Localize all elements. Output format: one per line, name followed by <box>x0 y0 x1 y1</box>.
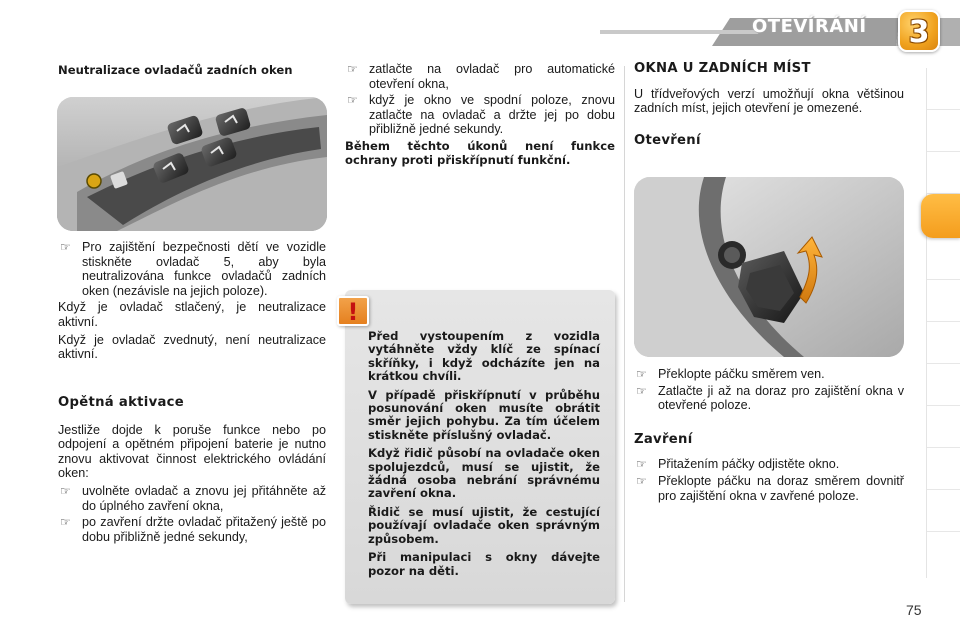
warning-icon: ! <box>337 296 369 326</box>
rear-windows-heading: OKNA U ZADNÍCH MÍST <box>634 61 811 76</box>
opening-heading: Otevření <box>634 132 701 148</box>
chapter-tab[interactable] <box>927 238 960 280</box>
chapter-tab[interactable] <box>927 68 960 110</box>
neutralization-active-text: Když je ovladač stlačený, je neutralizace aktivní. <box>58 300 326 329</box>
chapter-tab[interactable] <box>927 280 960 322</box>
bullet-arrow-icon: ☞ <box>347 93 358 108</box>
middle-text-block <box>345 62 615 167</box>
warning-text <box>368 330 600 583</box>
warning-paragraph: Řidič se musí ujistit, že cestující používají ovladače oken správným způsobem. <box>368 504 600 546</box>
chapter-number-badge <box>898 10 940 52</box>
left-text-block <box>58 240 326 365</box>
bullet-item: ☞ když je okno ve spodní poloze, znovu zatlačte na ovladač a držte jej po dobu přibližně jedné sekundy. <box>347 93 615 137</box>
bullet-item: ☞ Pro zajištění bezpečnosti dětí ve vozidle stiskněte ovladač 5, aby byla neutralizována funkce ovladačů zadních oken (nezávisle na jejich poloze). <box>60 240 326 298</box>
rear-window-latch-illustration <box>634 177 904 357</box>
chapter-tab[interactable] <box>927 490 960 532</box>
bullet-arrow-icon: ☞ <box>636 457 647 472</box>
chapter-tab[interactable] <box>927 406 960 448</box>
bullet-item: ☞ po zavření držte ovladač přitažený ještě po dobu přibližně jedné sekundy, <box>60 515 326 544</box>
bullet-item: ☞ Přitažením páčky odjistěte okno. <box>636 457 840 472</box>
neutralization-heading: Neutralizace ovladačů zadních oken <box>58 63 293 77</box>
warning-box <box>345 290 615 604</box>
bullet-arrow-icon: ☞ <box>60 483 71 498</box>
chapter-tabs <box>926 68 960 578</box>
bullet-arrow-icon: ☞ <box>636 367 647 381</box>
bullet-arrow-icon: ☞ <box>636 473 647 488</box>
bullet-item: ☞ Zatlačte ji až na doraz pro zajištění okna v otevřené poloze. <box>636 383 904 413</box>
right-text-top <box>634 62 904 148</box>
header-title: OTEVÍRÁNÍ <box>752 16 867 37</box>
chapter-tab[interactable] <box>927 152 960 194</box>
bullet-arrow-icon: ☞ <box>60 515 71 530</box>
chapter-tab[interactable] <box>927 448 960 490</box>
anti-pinch-note: Během těchto úkonů není funkce ochrany proti přiskřípnutí funkční. <box>345 138 615 167</box>
left-heading-block <box>58 63 326 78</box>
warning-paragraph: Když řidič působí na ovladače oken spolujezdců, musí se ujistit, že žádná osoba nebrání správnému zavření okna. <box>368 446 600 501</box>
rear-windows-intro: U třídveřových verzí umožňují okna většinou zadních míst, jejich otevření je omezené. <box>634 86 904 116</box>
warning-paragraph: Při manipulaci s okny dávejte pozor na děti. <box>368 550 600 578</box>
chapter-tab[interactable] <box>927 364 960 406</box>
bullet-item: ☞ uvolněte ovladač a znovu jej přitáhněte až do úplného zavření okna, <box>60 483 326 513</box>
bullet-item: ☞ zatlačte na ovladač pro automatické otevření okna, <box>347 62 615 91</box>
chapter-tab[interactable] <box>927 322 960 364</box>
bullet-arrow-icon: ☞ <box>347 62 358 76</box>
bullet-item: ☞ Překlopte páčku směrem ven. <box>636 367 825 381</box>
rear-window-latch-image <box>634 177 904 357</box>
bullet-arrow-icon: ☞ <box>636 383 647 398</box>
page-number: 75 <box>906 602 922 618</box>
right-text-bottom <box>634 367 904 505</box>
chapter-number: 3 <box>908 15 930 50</box>
column-divider <box>624 66 625 602</box>
reactivation-text: Jestliže dojde k poruše funkce nebo po odpojení a opětném připojení baterie je nutno znovu aktivovat činnost elektrického ovládání oken: <box>58 422 326 481</box>
bullet-arrow-icon: ☞ <box>60 240 71 254</box>
reactivation-heading: Opětná aktivace <box>58 395 185 410</box>
warning-paragraph: Před vystoupením z vozidla vytáhněte vždy klíč ze spínací skříňky, i když odcházíte jen na krátkou chvíli. <box>368 329 600 384</box>
window-switch-panel-image <box>57 97 327 231</box>
reactivation-block <box>58 396 326 546</box>
warning-paragraph: V případě přiskřípnutí v průběhu posunování oken musíte obrátit směr jejich pohybu. Za tím účelem stiskněte příslušný ovladač. <box>368 387 600 442</box>
chapter-tab[interactable] <box>927 110 960 152</box>
bullet-item: ☞ Překlopte páčku na doraz směrem dovnitř pro zajištění okna v zavřené poloze. <box>636 473 904 503</box>
window-switch-panel-illustration <box>57 97 327 231</box>
closing-heading: Zavření <box>634 431 693 447</box>
neutralization-inactive-text: Když je ovladač zvednutý, není neutralizace aktivní. <box>58 332 326 362</box>
chapter-tab-active[interactable] <box>921 194 960 238</box>
